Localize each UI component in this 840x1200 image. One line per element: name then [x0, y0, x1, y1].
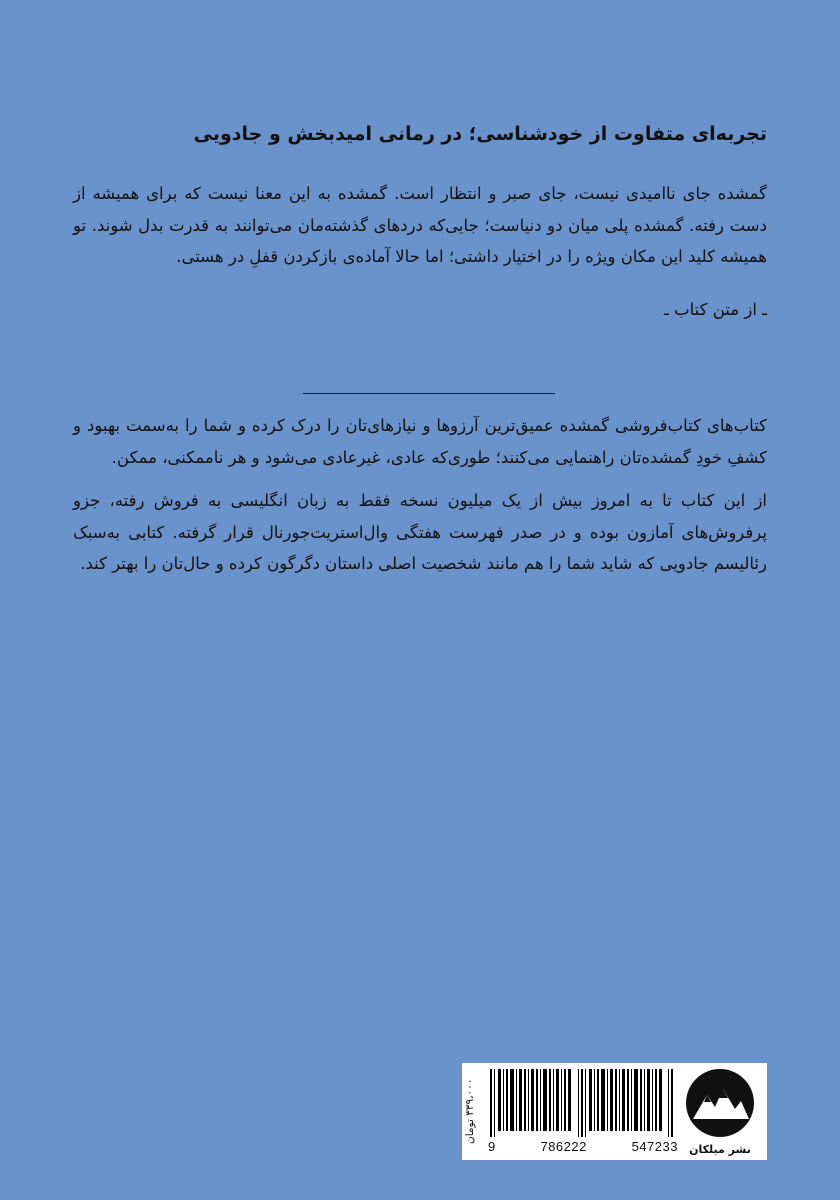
publisher-logo: [679, 1067, 761, 1156]
description: [73, 410, 767, 592]
isbn-prefix: 9: [488, 1139, 496, 1154]
quote: گمشده جای ناامیدی نیست، جای صبر و انتظار است. گمشده به این معنا نیست که برای همیشه از دست رفته. گمشده پلی میان دو دنیاست؛ جایی‌که دردهای گذشته‌مان می‌توانند به قدرت بدل شوند. تو همیشه کلید این مکان ویژه را در اختیار داشتی؛ اما حالا آماده‌ی بازکردن قفلِ در هستی.: [73, 184, 767, 266]
headline: تجربه‌ای متفاوت از خودشناسی؛ در رمانی امیدبخش و جادویی: [193, 123, 767, 145]
isbn-group-1: 786222: [540, 1139, 587, 1154]
mountain-logo-icon: [679, 1067, 761, 1139]
description-paragraph: از این کتاب تا به امروز بیش از یک میلیون نسخه فقط به زبان انگلیسی به فروش رفته، جزو پرفروش‌های آمازون بوده و در صدر فهرست هفتگی وال‌استریت‌جورنال قرار گرفته. کتابی به‌سبک رئالیسم جادویی که شاید شما را هم مانند شخصیت اصلی داستان دگرگون کرده و حال‌تان را بهتر کند.: [73, 491, 767, 573]
barcode-panel: [462, 1063, 767, 1160]
cover-text: [73, 118, 767, 325]
quote-source: ـ از متن کتاب ـ: [664, 299, 767, 319]
barcode-image: [490, 1069, 675, 1137]
divider: [303, 393, 555, 394]
publisher-name: نشر میلکان: [689, 1143, 751, 1156]
price-label: ۳۳۹،۰۰۰ تومان: [464, 1078, 476, 1145]
description-paragraph: کتاب‌های کتاب‌فروشی گمشده عمیق‌ترین آرزوها و نیازهای‌تان را درک کرده و شما را به‌سمت بهبود و کشفِ خودِ گمشده‌تان راهنمایی می‌کنند؛ طوری‌که عادی، غیرعادی می‌شود و هر ناممکنی، ممکن.: [73, 416, 767, 467]
isbn-digits: [488, 1139, 678, 1154]
isbn-group-2: 547233: [631, 1139, 678, 1154]
